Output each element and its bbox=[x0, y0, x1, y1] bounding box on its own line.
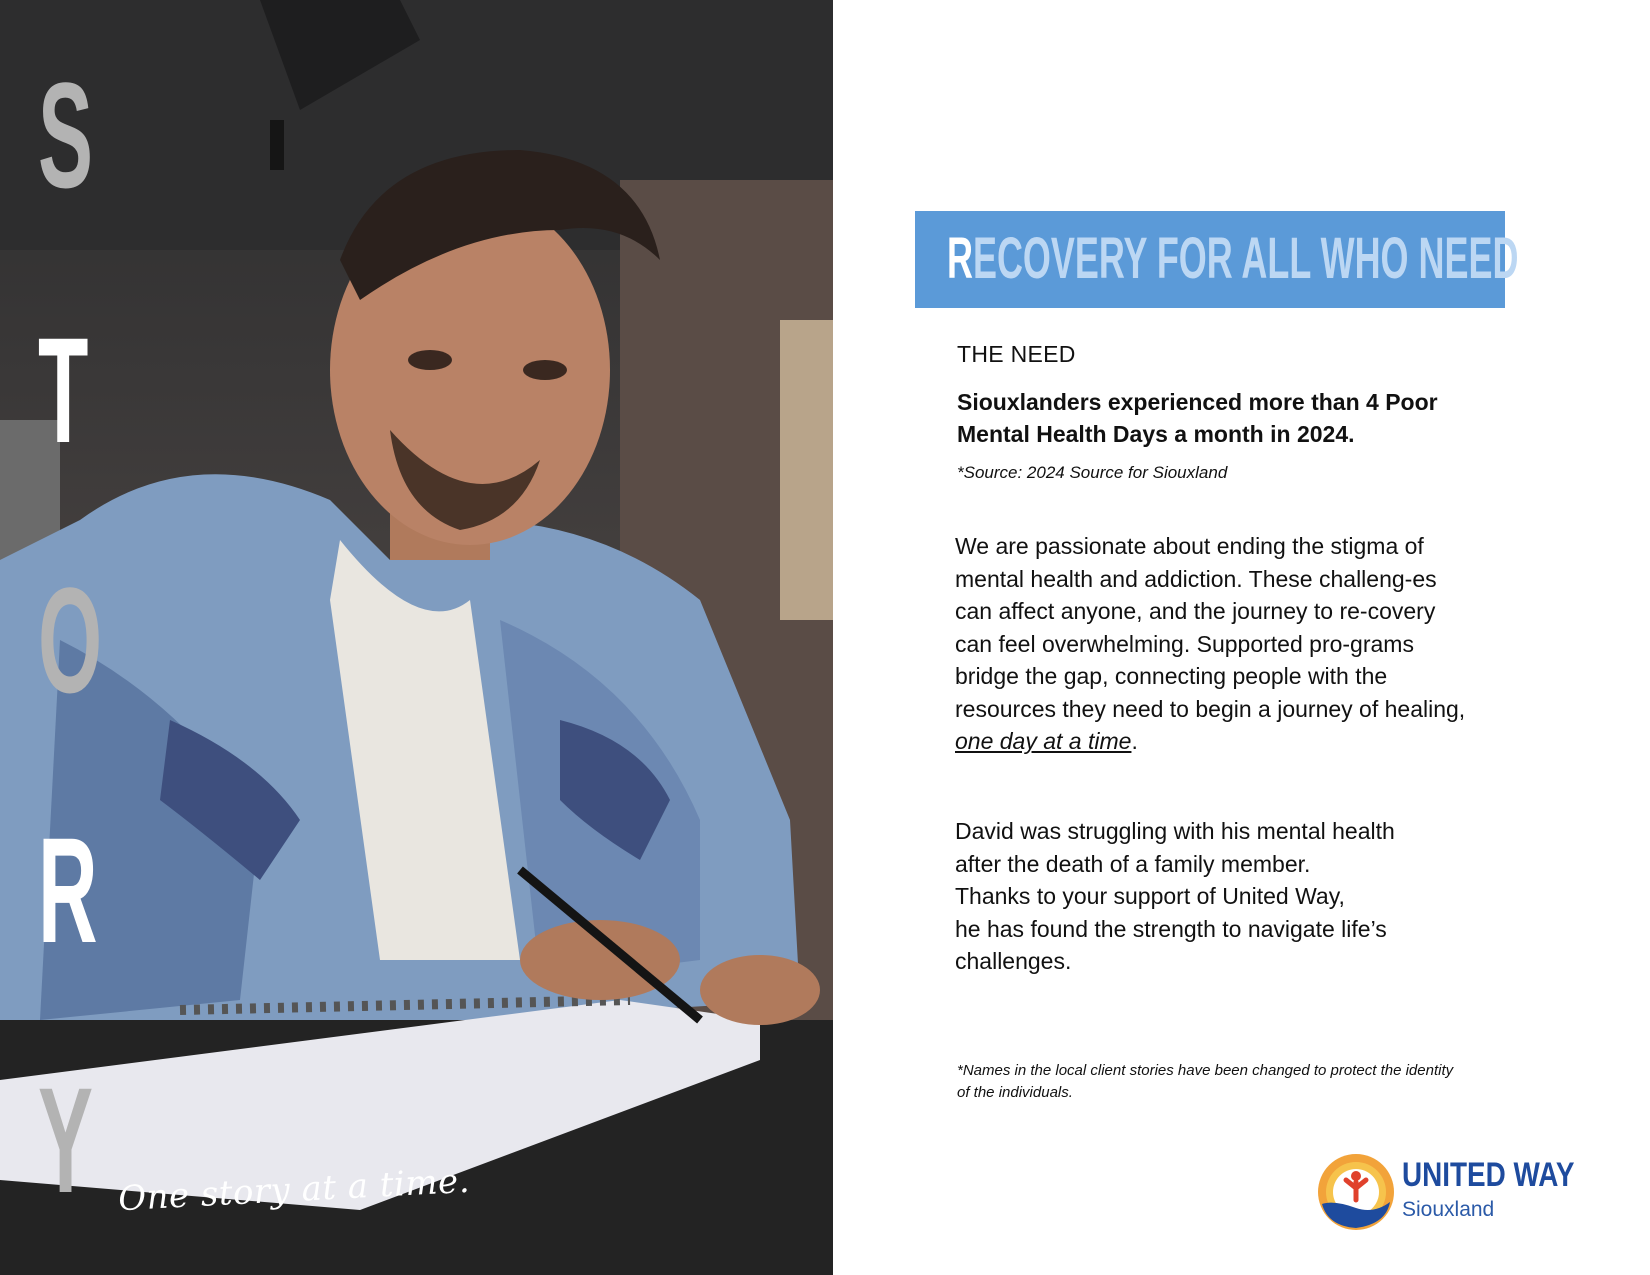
tagline: One story at a time. bbox=[117, 1160, 471, 1220]
need-heading: THE NEED bbox=[957, 341, 1076, 367]
mission-text: We are passionate about ending the stigma of mental health and addiction. These challeng-es can affect anyone, and the journey to re-covery can feel overwhelming. Supported pro-grams bridge the gap, connecting people with the resources they need to begin a journey of healing, bbox=[955, 533, 1466, 722]
need-statistic: Siouxlanders experienced more than 4 Poor Mental Health Days a month in 2024. bbox=[957, 389, 1438, 447]
story-letter-y: Y bbox=[38, 1056, 91, 1224]
title-initial: R bbox=[947, 226, 973, 291]
united-way-hand-rainbow-icon bbox=[1314, 1150, 1398, 1234]
story-line: he has found the strength to navigate life’s bbox=[955, 915, 1387, 942]
client-story bbox=[955, 815, 1475, 978]
mission-end: . bbox=[1131, 728, 1138, 754]
title-rest: ECOVERY FOR ALL WHO NEED bbox=[972, 226, 1519, 291]
story-line: challenges. bbox=[955, 948, 1072, 974]
logo-region: Siouxland bbox=[1402, 1198, 1495, 1221]
story-letter-r: R bbox=[38, 806, 96, 974]
statistic-source: *Source: 2024 Source for Siouxland bbox=[957, 463, 1228, 482]
story-letter-o: O bbox=[38, 556, 100, 724]
mission-paragraph bbox=[955, 530, 1475, 758]
story-letter-t: T bbox=[38, 306, 87, 474]
story-letter-s: S bbox=[38, 51, 91, 219]
logo-name: UNITED WAY bbox=[1402, 1156, 1575, 1194]
united-way-logo bbox=[1314, 1150, 1575, 1235]
privacy-footnote: *Names in the local client stories have been changed to protect the identity of the individuals. bbox=[957, 1062, 1454, 1101]
title-banner bbox=[915, 211, 1519, 308]
story-line: David was struggling with his mental health bbox=[955, 818, 1395, 844]
page-title bbox=[947, 226, 1519, 291]
story-line: after the death of a family member. bbox=[955, 850, 1311, 877]
mission-emphasis: one day at a time bbox=[955, 728, 1132, 754]
story-line: Thanks to your support of United Way, bbox=[955, 883, 1345, 909]
